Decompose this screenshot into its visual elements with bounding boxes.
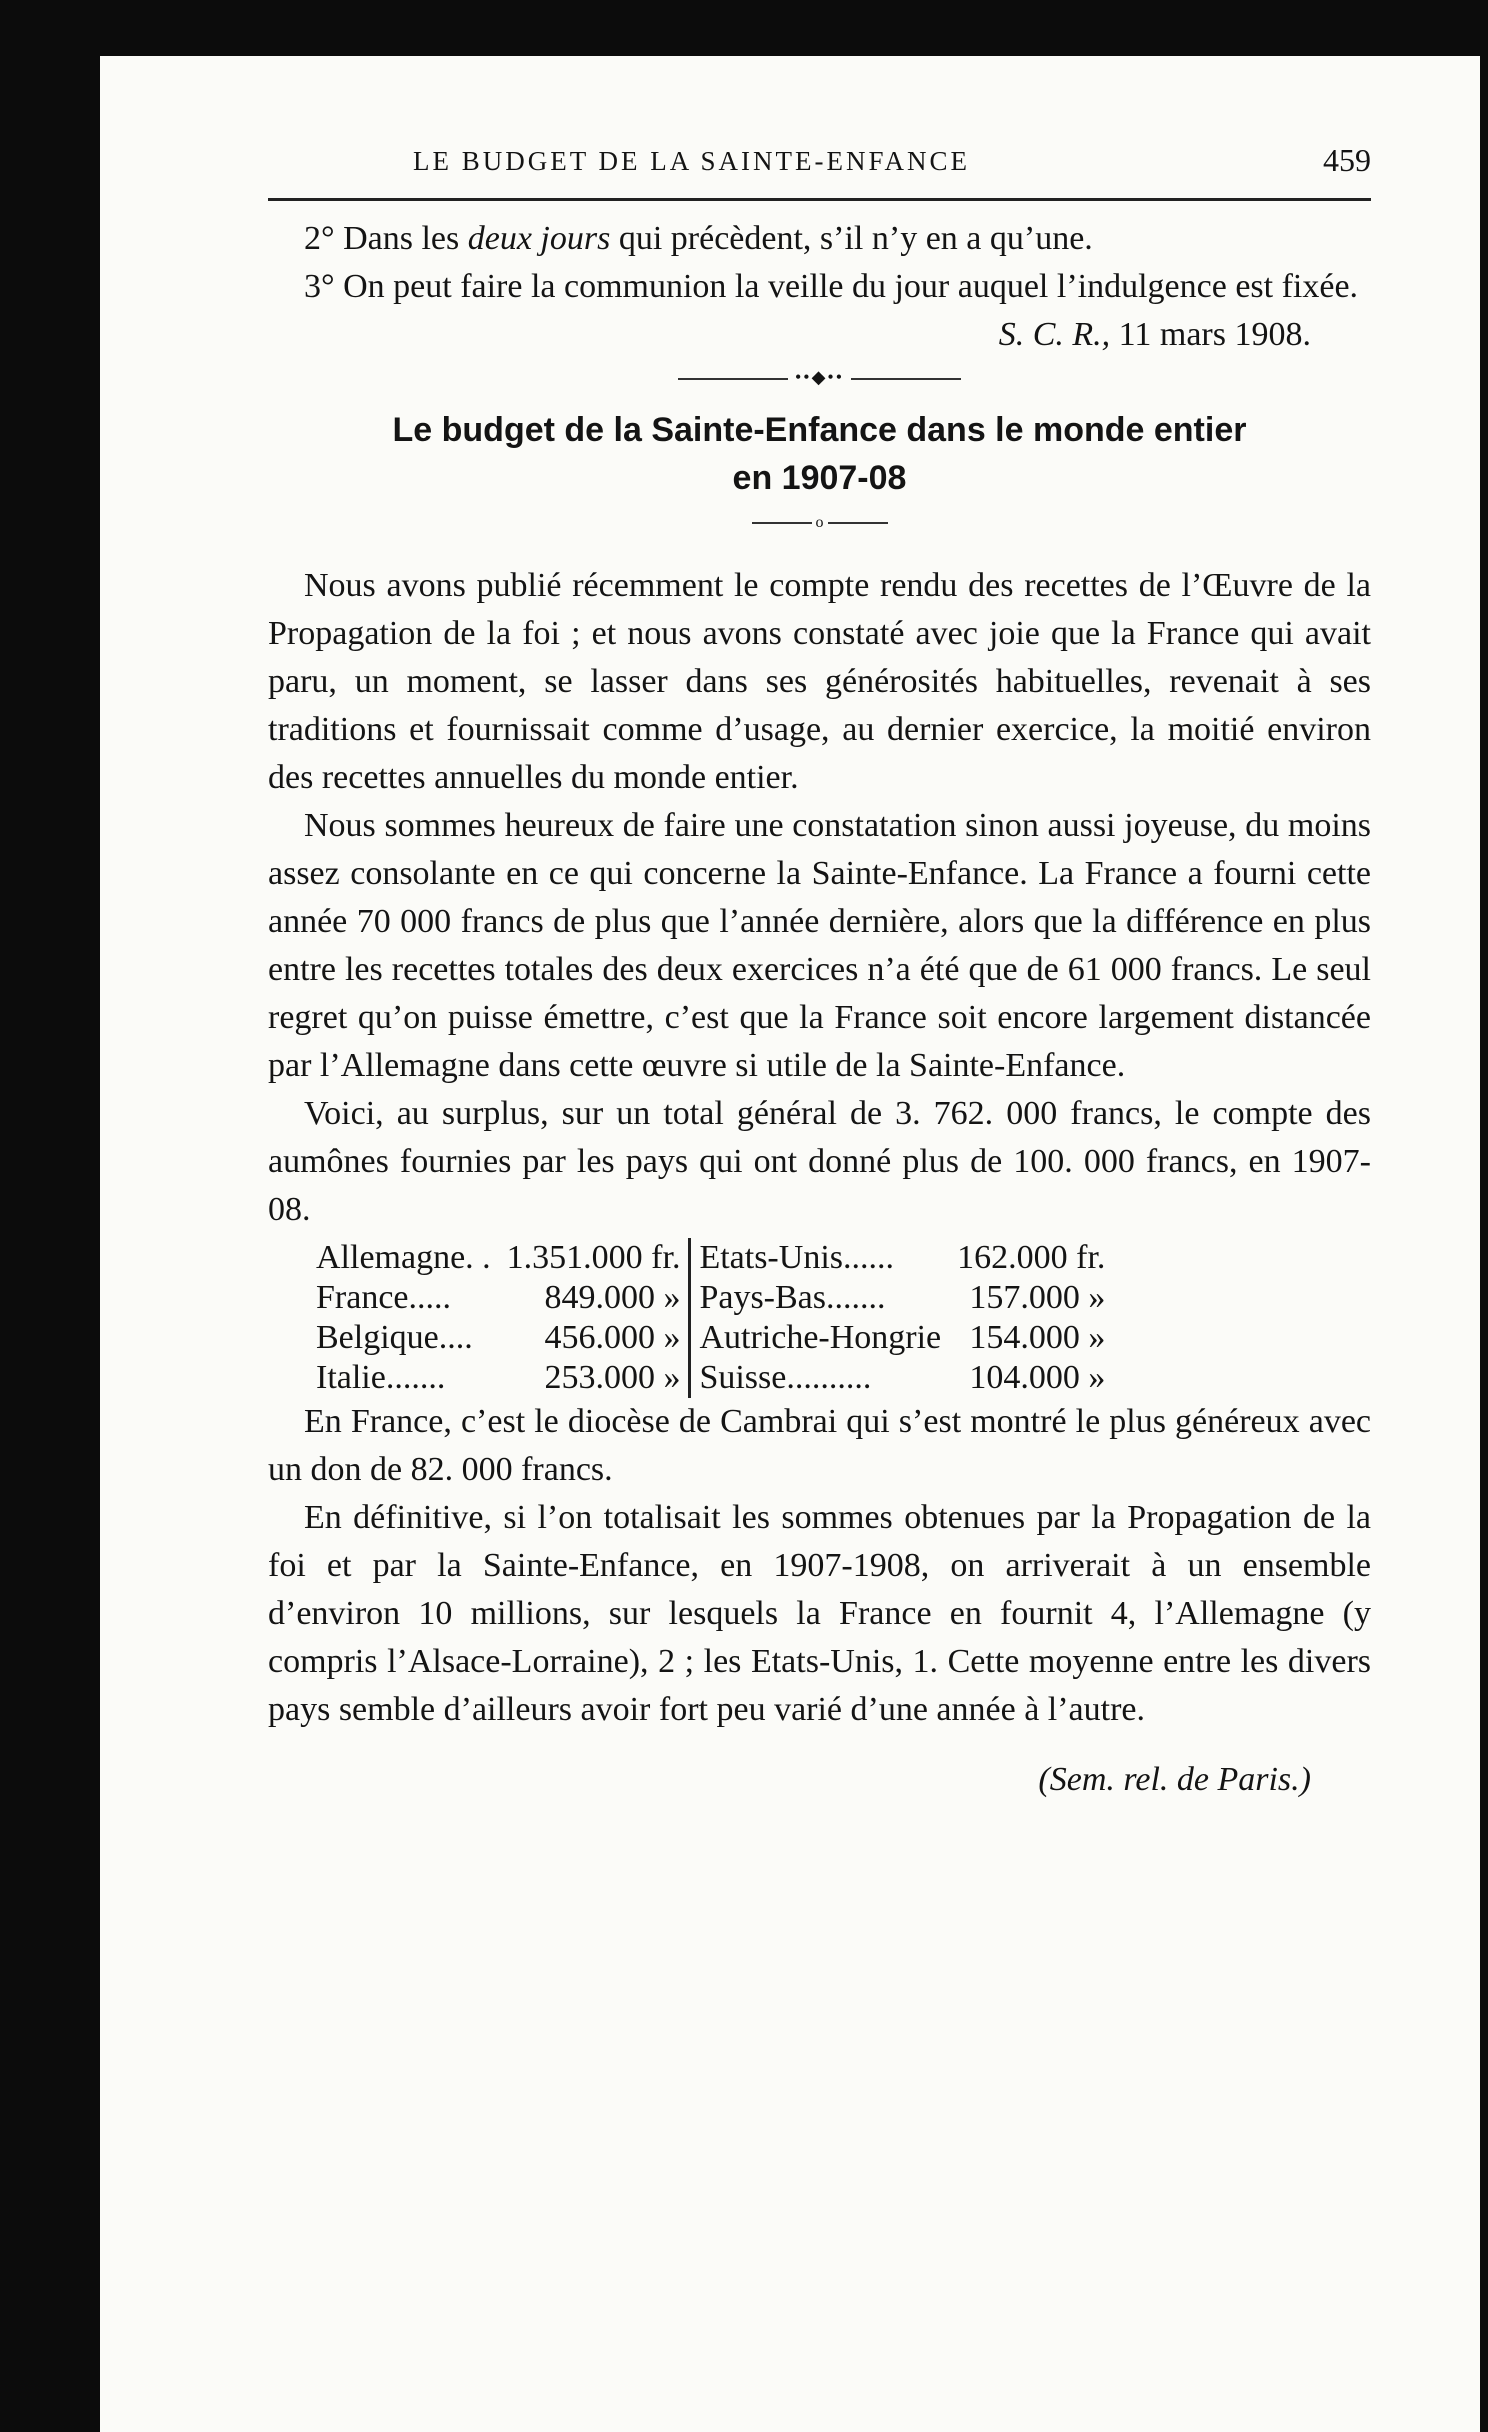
amount-cell: 162.000 fr.: [957, 1239, 1106, 1276]
paragraph: Voici, au surplus, sur un total général de 3. 762. 000 francs, le compte des aumônes fournies par les pays qui ont donné plus de 100. 000 francs, en 1907-08.: [268, 1095, 1371, 1228]
amount-cell: 849.000 »: [499, 1278, 690, 1318]
intro-item-2: [268, 215, 1371, 263]
citation-date: 11 mars 1908.: [1110, 316, 1311, 353]
page-content: [268, 140, 1371, 1804]
article-title-line2: en 1907-08: [732, 459, 907, 497]
source-citation: (Sem. rel. de Paris.): [1038, 1761, 1311, 1798]
paragraph: En France, c’est le diocèse de Cambrai qui s’est montré le plus généreux avec un don de 82. 000 francs.: [268, 1403, 1371, 1488]
intro-item-3: 3° On peut faire la communion la veille du jour auquel l’indulgence est fixée.: [304, 268, 1359, 305]
paragraph: En définitive, si l’on totalisait les sommes obtenues par la Propagation de la foi et par la Sainte-Enfance, en 1907-1908, on arriverait à un ensemble d’environ 10 millions, sur lesquels la France en fournit 4, l’Allemagne (y compris l’Alsace-Lorraine), 2 ; les Etats-Unis, 1. Cette moyenne entre les divers pays semble d’ailleurs avoir fort peu varié d’une année à l’autre.: [268, 1499, 1371, 1728]
intro-text: qui précèdent, s’il n’y en a qu’une.: [610, 220, 1093, 257]
book-page: [100, 56, 1480, 2432]
article-title: [268, 406, 1371, 502]
amount-cell: 154.000 »: [969, 1319, 1106, 1356]
paragraph: Nous avons publié récemment le compte rendu des recettes de l’Œuvre de la Propagation de la foi ; et nous avons constaté avec joie que la France qui avait paru, un moment, se lasser dans ses générosités habituelles, revenait à ses traditions et fournissait comme d’usage, au dernier exercice, la moitié environ des recettes annuelles du monde entier.: [268, 567, 1371, 796]
article-title-line1: Le budget de la Sainte-Enfance dans le monde entier: [392, 411, 1247, 449]
amount-cell: 456.000 »: [499, 1318, 690, 1358]
table-row: [308, 1238, 1113, 1278]
section-divider: [268, 367, 1371, 388]
country-cell: Etats-Unis......: [699, 1239, 894, 1276]
amount-cell: 157.000 »: [969, 1279, 1106, 1316]
paragraph: Nous sommes heureux de faire une constatation sinon aussi joyeuse, du moins assez consolante en ce qui concerne la Sainte-Enfance. La France a fourni cette année 70 000 francs de plus que l’année dernière, alors que la différence en plus entre les recettes totales des deux exercices n’a été que de 61 000 francs. Le seul regret qu’on puisse émettre, c’est que la France soit encore largement distancée par l’Allemagne dans cette œuvre si utile de la Sainte-Enfance.: [268, 807, 1371, 1084]
running-title: LE BUDGET DE LA SAINTE-ENFANCE: [413, 146, 970, 176]
running-header: [268, 140, 1371, 201]
country-cell: France.....: [316, 1279, 452, 1316]
intro-text: 2° Dans les: [304, 220, 468, 257]
citation: [268, 311, 1371, 359]
table-row: [308, 1278, 1113, 1318]
table-row: [308, 1358, 1113, 1398]
country-cell: Italie.......: [316, 1359, 446, 1396]
title-divider: [268, 514, 1371, 532]
country-cell: Belgique....: [316, 1319, 473, 1356]
citation-source: S. C. R.,: [998, 316, 1111, 353]
country-cell: Autriche-Hongrie: [699, 1319, 942, 1356]
page-number: 459: [1323, 142, 1371, 178]
donations-table: [308, 1238, 1113, 1398]
country-cell: Pays-Bas.......: [699, 1279, 886, 1316]
divider-ornament: o: [815, 514, 824, 531]
amount-cell: 104.000 »: [969, 1359, 1106, 1396]
divider-ornament: ••◆••: [794, 367, 845, 387]
country-cell: Suisse..........: [699, 1359, 872, 1396]
country-cell: Allemagne. .: [316, 1239, 491, 1276]
table-row: [308, 1318, 1113, 1358]
amount-cell: 1.351.000 fr.: [499, 1238, 690, 1278]
amount-cell: 253.000 »: [499, 1358, 690, 1398]
intro-emphasis: deux jours: [467, 220, 611, 257]
